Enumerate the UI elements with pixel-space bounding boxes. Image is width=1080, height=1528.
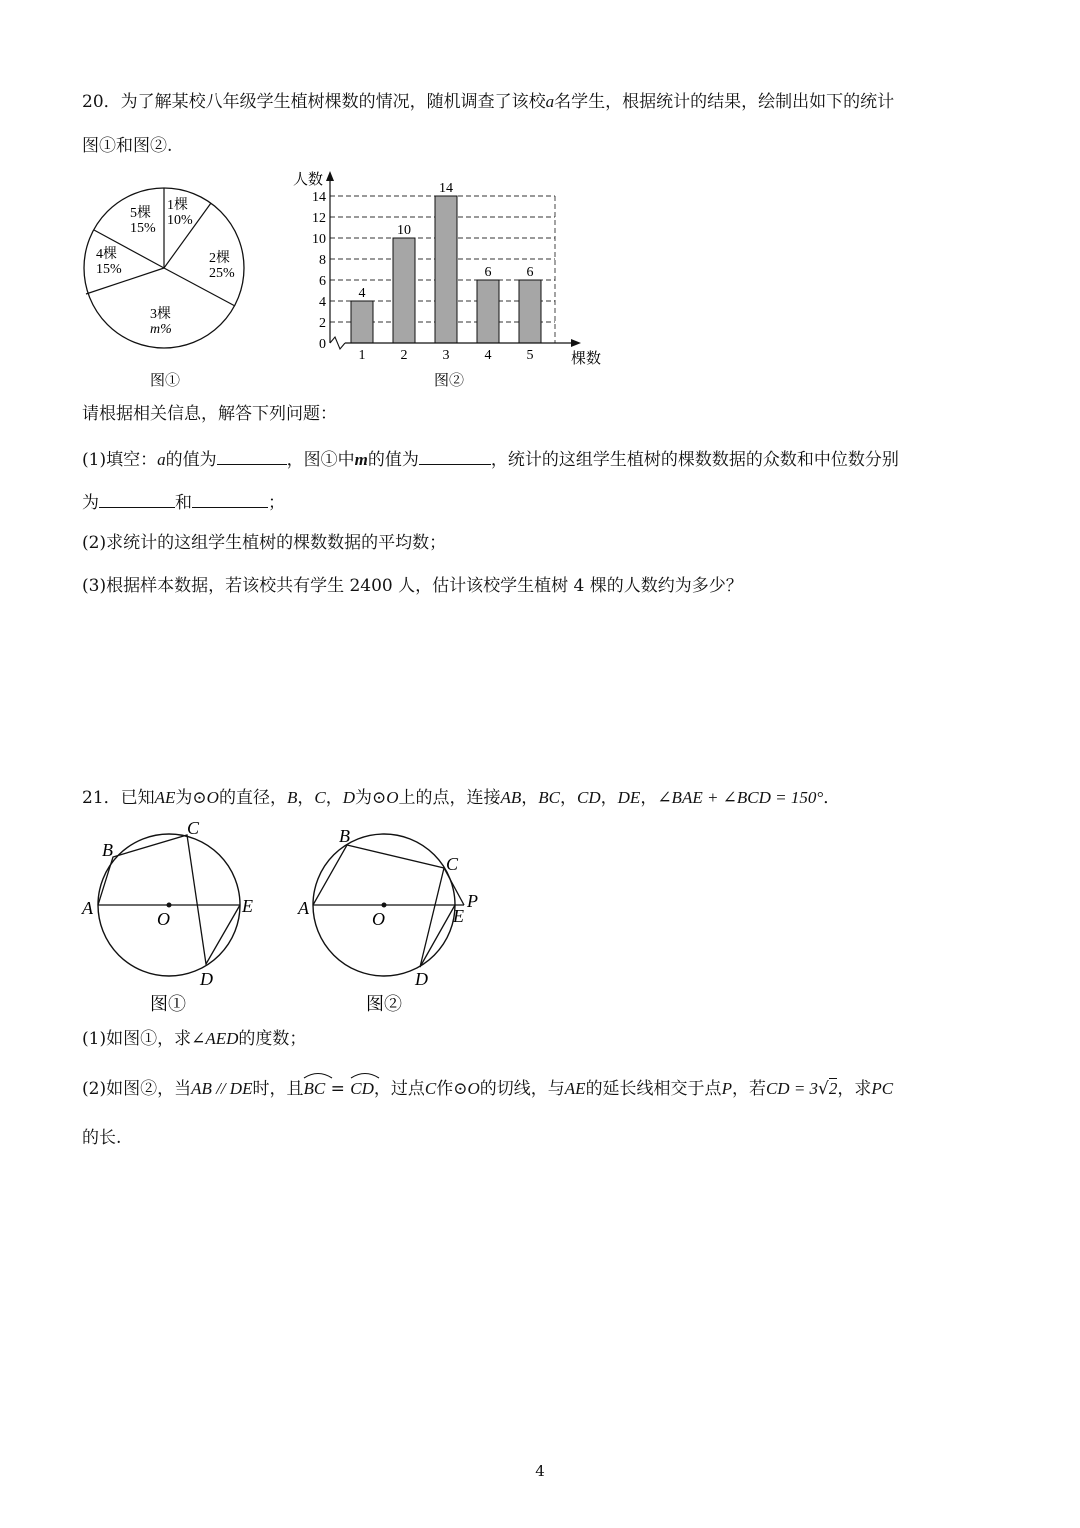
- pie-label-5: 5棵: [130, 206, 151, 221]
- arc-cd-mark: [350, 1071, 380, 1079]
- pie-pct-3: m%: [150, 322, 172, 337]
- y-tick-label: 0: [319, 337, 326, 352]
- q21-text: 作⊙: [436, 1079, 468, 1099]
- q20-text: ，图①中: [286, 450, 355, 470]
- x-tick-label: 4: [484, 348, 492, 363]
- q21-text: =: [325, 1079, 351, 1099]
- bar: [477, 280, 499, 343]
- q21-text: 的切线，与: [479, 1079, 565, 1099]
- q21-text: 为⊙: [354, 788, 387, 808]
- q21-text: ，: [640, 788, 658, 808]
- seg-bc: BC: [538, 788, 561, 807]
- var-m: m: [354, 450, 368, 469]
- q20-text: 名学生，根据统计的结果，绘制出如下的统计: [554, 92, 895, 112]
- point-c: C: [314, 788, 326, 807]
- q21-text: 上的点，连接: [398, 788, 501, 808]
- fig2-label-p: P: [467, 891, 478, 911]
- arc-bc: [303, 1077, 325, 1101]
- y-tick-label: 14: [312, 190, 326, 205]
- fig2-label-d: D: [415, 969, 428, 989]
- x-tick-label: 1: [358, 348, 366, 363]
- x-tick-label: 2: [400, 348, 408, 363]
- fig2-caption: 图②: [366, 994, 402, 1014]
- pie-pct-1: 10%: [167, 213, 193, 228]
- bar: [393, 238, 415, 343]
- q21-text: 21．已知: [82, 788, 155, 808]
- q20-part3: (3)根据样本数据，若该校共有学生 2400 人，估计该校学生植树 4 棵的人数约为多少？: [82, 576, 743, 596]
- q20-text: 和: [175, 493, 192, 513]
- fig1-label-c: C: [187, 818, 200, 838]
- q21-text: 时，且: [252, 1079, 304, 1099]
- q20-text: 20．为了解某校八年级学生植树棵数的情况，随机调查了该校: [82, 92, 546, 112]
- q20-text: 的值为: [367, 450, 419, 470]
- angle-condition: ∠BAE + ∠BCD = 150°: [657, 788, 824, 807]
- cd-length: CD = 3: [765, 1079, 819, 1098]
- q21-text: (1)如图①，求: [82, 1029, 192, 1049]
- answer-blank-m[interactable]: [419, 446, 491, 465]
- q20-text: 的值为: [165, 450, 217, 470]
- q20-text: ；: [268, 493, 285, 513]
- bar-value-label: 14: [439, 181, 453, 196]
- seg-ae: AE: [564, 1079, 586, 1098]
- bar-value-label: 6: [526, 265, 534, 280]
- q20-part1-line2: [82, 489, 285, 515]
- circle-figure-2: [292, 815, 492, 1015]
- q20-part1-line1: [82, 446, 899, 472]
- q21-text: ，: [600, 788, 618, 808]
- q21-text: ，: [521, 788, 539, 808]
- bar-caption: 图②: [434, 373, 465, 389]
- circle-figure-1: [78, 815, 263, 1015]
- y-tick-label: 8: [319, 253, 326, 268]
- bar-value-label: 10: [397, 223, 411, 238]
- x-tick-label: 5: [526, 348, 534, 363]
- sqrt-radicand: 2: [828, 1079, 838, 1098]
- q21-text: ，求: [837, 1079, 872, 1099]
- x-tick-label: 3: [442, 348, 450, 363]
- pie-label-2: 2棵: [209, 251, 230, 266]
- fig1-label-b: B: [102, 840, 113, 860]
- q21-text: ，: [297, 788, 315, 808]
- fig2-label-e: E: [453, 906, 464, 926]
- q21-part1: [82, 1027, 306, 1051]
- pie-chart: [78, 182, 250, 388]
- point-b: B: [286, 788, 298, 807]
- q21-text: ．: [823, 788, 841, 808]
- page-number: 4: [535, 1462, 545, 1480]
- q20-text: 为: [82, 493, 99, 513]
- axis-break-mark: [330, 337, 345, 349]
- bar: [519, 280, 541, 343]
- fig2-label-a: A: [298, 898, 309, 918]
- answer-blank-a[interactable]: [217, 446, 287, 465]
- pie-label-3: 3棵: [150, 307, 171, 322]
- pie-label-4: 4棵: [96, 247, 117, 262]
- q21-text: 的直径，: [218, 788, 287, 808]
- pie-pct-5: 15%: [130, 221, 156, 236]
- q21-text: (2)如图②，当: [82, 1079, 192, 1099]
- q21-text: ，: [325, 788, 343, 808]
- var-a: a: [545, 92, 555, 111]
- q20-text: ，统计的这组学生植树的棵数数据的众数和中位数分别: [490, 450, 899, 470]
- fig2-label-b: B: [339, 826, 350, 846]
- q21-part2-line2: 的长.: [82, 1128, 122, 1148]
- bar: [351, 301, 373, 343]
- q21-text: ，: [560, 788, 578, 808]
- point-p: P: [721, 1079, 732, 1098]
- point-o: O: [467, 1079, 480, 1098]
- sqrt-symbol: √: [818, 1079, 829, 1099]
- y-tick-label: 4: [319, 295, 326, 310]
- bar: [435, 196, 457, 343]
- y-tick-label: 12: [312, 211, 326, 226]
- var-a: a: [157, 450, 166, 469]
- parallel-condition: AB // DE: [191, 1079, 253, 1098]
- x-axis-label: 棵数: [571, 351, 602, 367]
- q21-text: 为⊙: [175, 788, 207, 808]
- fig1-label-o: O: [157, 909, 170, 929]
- q21-text: 的度数；: [238, 1029, 307, 1049]
- y-axis-label: 人数: [293, 172, 324, 188]
- q21-text: ，过点: [373, 1079, 425, 1099]
- fig1-label-a: A: [82, 898, 93, 918]
- answer-blank-median[interactable]: [192, 489, 268, 508]
- seg-cd: CD: [577, 788, 601, 807]
- fig2-label-o: O: [372, 909, 385, 929]
- point-c: C: [424, 1079, 437, 1098]
- fig1-label-e: E: [242, 896, 253, 916]
- seg-ae: AE: [154, 788, 176, 807]
- bar-chart: [285, 165, 615, 390]
- pie-label-1: 1棵: [167, 198, 188, 213]
- q21-part2-line1: [82, 1077, 893, 1101]
- q20-line2: 图①和图②.: [82, 136, 173, 156]
- x-axis-arrow: [571, 339, 581, 347]
- fig1-caption: 图①: [150, 994, 186, 1014]
- seg-pc: PC: [871, 1079, 894, 1098]
- fig2-label-c: C: [446, 854, 459, 874]
- point-o: O: [206, 788, 219, 807]
- q20-prompt: 请根据相关信息，解答下列问题：: [82, 404, 337, 424]
- q20-part2: (2)求统计的这组学生植树的棵数数据的平均数；: [82, 533, 447, 553]
- pie-pct-2: 25%: [209, 266, 235, 281]
- arc-cd: [350, 1077, 374, 1101]
- fig1-label-d: D: [200, 969, 213, 989]
- q20-text: (1)填空：: [82, 450, 158, 470]
- point-d: D: [342, 788, 355, 807]
- arc-bc-label: BC: [303, 1079, 326, 1098]
- bar-value-label: 4: [358, 286, 366, 301]
- q21-text: 的延长线相交于点: [585, 1079, 722, 1099]
- arc-cd-label: CD: [350, 1079, 374, 1098]
- q21-text: ，若: [731, 1079, 766, 1099]
- seg-de: DE: [617, 788, 641, 807]
- y-tick-label: 6: [319, 274, 326, 289]
- y-tick-label: 2: [319, 316, 326, 331]
- y-tick-label: 10: [312, 232, 326, 247]
- arc-bc-mark: [303, 1071, 333, 1079]
- angle-aed: ∠AED: [191, 1029, 239, 1048]
- q20-line1: [82, 90, 894, 114]
- seg-ab: AB: [500, 788, 522, 807]
- point-o: O: [386, 788, 399, 807]
- answer-blank-mode[interactable]: [99, 489, 175, 508]
- bar-value-label: 6: [484, 265, 492, 280]
- y-axis-arrow: [326, 171, 334, 181]
- q21-line1: [82, 786, 840, 810]
- pie-caption: 图①: [150, 373, 181, 388]
- pie-pct-4: 15%: [96, 262, 122, 277]
